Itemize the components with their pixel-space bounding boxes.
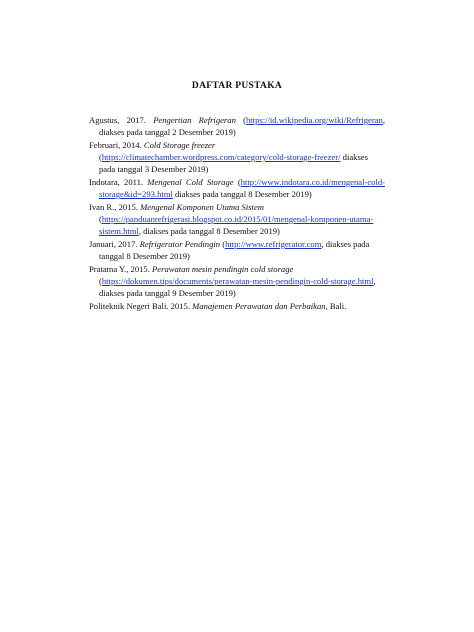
reference-note: diakses pada tanggal 8 Desember 2019) [143, 226, 280, 236]
reference-link[interactable]: https://panduanrefrigerasi.blogspot.co.id/2015/01/mengenal-komponen-utama-sistem.html [99, 214, 374, 236]
reference-author: Februari, 2014. [89, 140, 142, 150]
reference-author: Ivan R., 2015. [89, 202, 138, 212]
reference-title: Perawatan mesin pendingin cold storage [152, 264, 294, 274]
reference-item: Ivan R., 2015. Mengenal Komponen Utama Sistem (https://panduanrefrigerasi.blogspot.co.id/2015/01/mengenal-komponen-utama-sistem.html, diakses pada tanggal 8 Desember 2019) [89, 202, 374, 236]
reference-author: Indotara, 2011. [89, 177, 144, 187]
reference-item: Februari, 2014. Cold Storage freezer (https://climatechamber.wordpress.com/category/cold-storage-freezer/ diakses pada tanggal 3 Desember 2019) [89, 140, 368, 174]
reference-tail: , Bali. [325, 301, 347, 311]
reference-note: diakses pada tanggal 8 Desember 2019) [99, 239, 370, 261]
reference-link[interactable]: https://climatechamber.wordpress.com/category/cold-storage-freezer/ [101, 152, 341, 162]
reference-author: Januari, 2017. [89, 239, 138, 249]
reference-note: diakses pada tanggal 2 Desember 2019) [99, 127, 236, 137]
reference-item: Indotara, 2011. Mengenal Cold Storage (http://www.indotara.co.id/mengenal-cold-storage&id=293.html diakses pada tanggal 8 Desember 2019) [89, 177, 386, 199]
reference-note: diakses pada tanggal 3 Desember 2019) [99, 152, 368, 174]
reference-note: diakses pada tanggal 8 Desember 2019) [174, 189, 312, 199]
reference-author: Politeknik Negeri Bali. 2015. [89, 301, 190, 311]
reference-item: Pratama Y., 2015. Perawatan mesin pendingin cold storage (https://dokumen.tips/documents/perawatan-mesin-pendingin-cold-storage.html, diakses pada tanggal 9 Desember 2019) [89, 264, 376, 298]
reference-title: Mengenal Cold Storage [147, 177, 234, 187]
reference-author: Agustus, 2017. [89, 115, 146, 125]
reference-link[interactable]: http://www.indotara.co.id/mengenal-cold-storage&id=293.html [99, 177, 386, 199]
reference-link[interactable]: https://id.wikipedia.org/wiki/Refrigeran [246, 115, 383, 125]
reference-title: Mengenal Komponen Utama Sistem [140, 202, 264, 212]
reference-item [89, 300, 385, 312]
reference-title: Refrigerator Pendingin [139, 239, 221, 249]
reference-title: Pengertian Refrigeran [153, 115, 236, 125]
reference-item: Agustus, 2017. Pengertian Refrigeran (https://id.wikipedia.org/wiki/Refrigeran, diakses pada tanggal 2 Desember 2019) [89, 115, 385, 137]
reference-link[interactable]: https://dokumen.tips/documents/perawatan-mesin-pendingin-cold-storage.html [101, 276, 374, 286]
reference-note: diakses pada tanggal 9 Desember 2019) [99, 288, 236, 298]
reference-item: Januari, 2017. Refrigerator Pendingin (http://www.refrigerator.com, diakses pada tanggal 8 Desember 2019) [89, 239, 370, 261]
reference-title: Cold Storage freezer [143, 140, 216, 150]
page-title: DAFTAR PUSTAKA [191, 81, 283, 91]
reference-title: Manajemen Perawatan dan Perbaikan [192, 301, 326, 311]
reference-author: Pratama Y., 2015. [89, 264, 150, 274]
reference-link[interactable]: http://www.refrigerator.com [225, 239, 322, 249]
reference-list [89, 114, 385, 313]
